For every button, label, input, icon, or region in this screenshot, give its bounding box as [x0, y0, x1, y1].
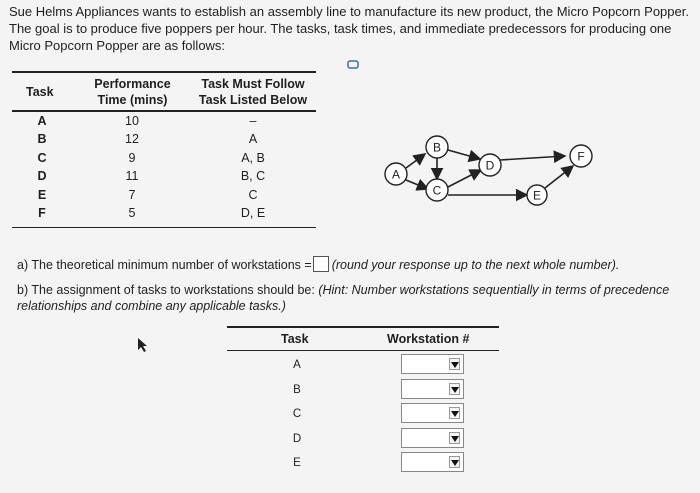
col-predecessor-header: Task Must Follow Task Listed Below: [198, 77, 308, 107]
mouse-cursor-icon: [137, 337, 149, 353]
workstation-select[interactable]: [401, 354, 464, 374]
task-id: A: [37, 113, 47, 128]
question-b: [17, 282, 697, 314]
workstation-select[interactable]: [401, 379, 464, 399]
node-e-label: E: [532, 188, 542, 203]
question-b-hint-1: (Hint: Number workstations sequentially in terms of precedence: [318, 283, 670, 297]
task-predecessors: A, B: [241, 150, 265, 165]
precedence-diagram: [375, 128, 615, 210]
assignment-col-workstation: Workstation #: [387, 331, 470, 346]
task-table-body: [12, 112, 316, 224]
intro-line-3: Micro Popcorn Popper are as follows:: [9, 38, 226, 53]
col-task-header: Task: [26, 85, 54, 99]
question-a-hint: (round your response up to the next whole number).: [331, 258, 620, 272]
workstation-select[interactable]: [401, 452, 464, 472]
question-a: [17, 256, 619, 272]
edge-a-b: [406, 154, 425, 168]
task-time: 9: [128, 150, 136, 165]
problem-intro: [9, 3, 700, 54]
assignment-task-label: C: [292, 408, 302, 420]
assignment-col-task: Task: [281, 331, 309, 346]
dropdown-arrow-icon[interactable]: [449, 358, 460, 370]
min-workstations-input[interactable]: [313, 256, 329, 272]
question-b-hint-2: relationships and combine any applicable tasks.): [17, 299, 286, 313]
assignment-row: [227, 379, 499, 404]
assignment-row: [227, 354, 499, 379]
assignment-task-label: A: [293, 359, 301, 371]
col-time-header: Performance Time (mins): [94, 77, 171, 107]
edge-c-d: [446, 170, 481, 188]
assignment-header: [227, 328, 499, 350]
node-d-label: D: [485, 158, 495, 173]
task-time: 10: [125, 113, 139, 128]
task-id: F: [38, 206, 46, 220]
node-b-label: B: [432, 140, 442, 155]
task-table-header: [12, 73, 316, 110]
task-predecessors: D, E: [240, 206, 266, 220]
assignment-row: [227, 428, 499, 453]
intro-line-2: The goal is to produce five poppers per hour. The tasks, task times, and immediate predecessors for producing one: [9, 21, 672, 36]
edge-a-c: [406, 180, 428, 189]
assignment-row: [227, 403, 499, 428]
dropdown-arrow-icon[interactable]: [449, 432, 460, 444]
table-bottom-rule: [12, 227, 316, 229]
task-time: 7: [128, 187, 136, 202]
question-a-text: a) The theoretical minimum number of workstations =: [17, 258, 312, 272]
dropdown-arrow-icon[interactable]: [449, 383, 460, 395]
task-id: B: [37, 132, 47, 146]
task-id: C: [37, 150, 47, 165]
assignment-table: [227, 326, 499, 477]
question-b-text: b) The assignment of tasks to workstations should be:: [17, 283, 319, 297]
task-predecessors: C: [248, 187, 258, 202]
dropdown-arrow-icon[interactable]: [449, 407, 460, 419]
task-predecessors: –: [249, 113, 257, 128]
edge-b-d: [448, 150, 480, 159]
task-id: D: [37, 169, 47, 183]
workstation-select[interactable]: [401, 403, 464, 423]
task-time: 5: [128, 206, 136, 220]
task-id: E: [37, 187, 47, 202]
task-predecessors: A: [248, 132, 258, 146]
node-f-label: F: [577, 149, 585, 164]
assignment-task-label: B: [293, 383, 301, 396]
intro-line-1: Sue Helms Appliances wants to establish an assembly line to manufacture its new product, the Micro Popcorn Popper.: [9, 4, 689, 19]
task-predecessors: B, C: [240, 169, 266, 183]
node-c-label: C: [432, 183, 442, 198]
node-a-label: A: [391, 167, 401, 182]
assignment-row: [227, 452, 499, 477]
task-time: 11: [125, 169, 139, 183]
dropdown-arrow-icon[interactable]: [449, 456, 460, 468]
assignment-task-label: E: [293, 457, 301, 469]
workstation-select[interactable]: [401, 428, 464, 448]
assignment-task-label: D: [292, 432, 302, 445]
edge-e-f: [545, 166, 573, 188]
task-table: [12, 71, 316, 228]
assignment-body: [227, 351, 499, 477]
edge-d-f: [500, 156, 565, 160]
task-time: 12: [125, 132, 139, 146]
answer-indicator-icon: [347, 60, 359, 73]
